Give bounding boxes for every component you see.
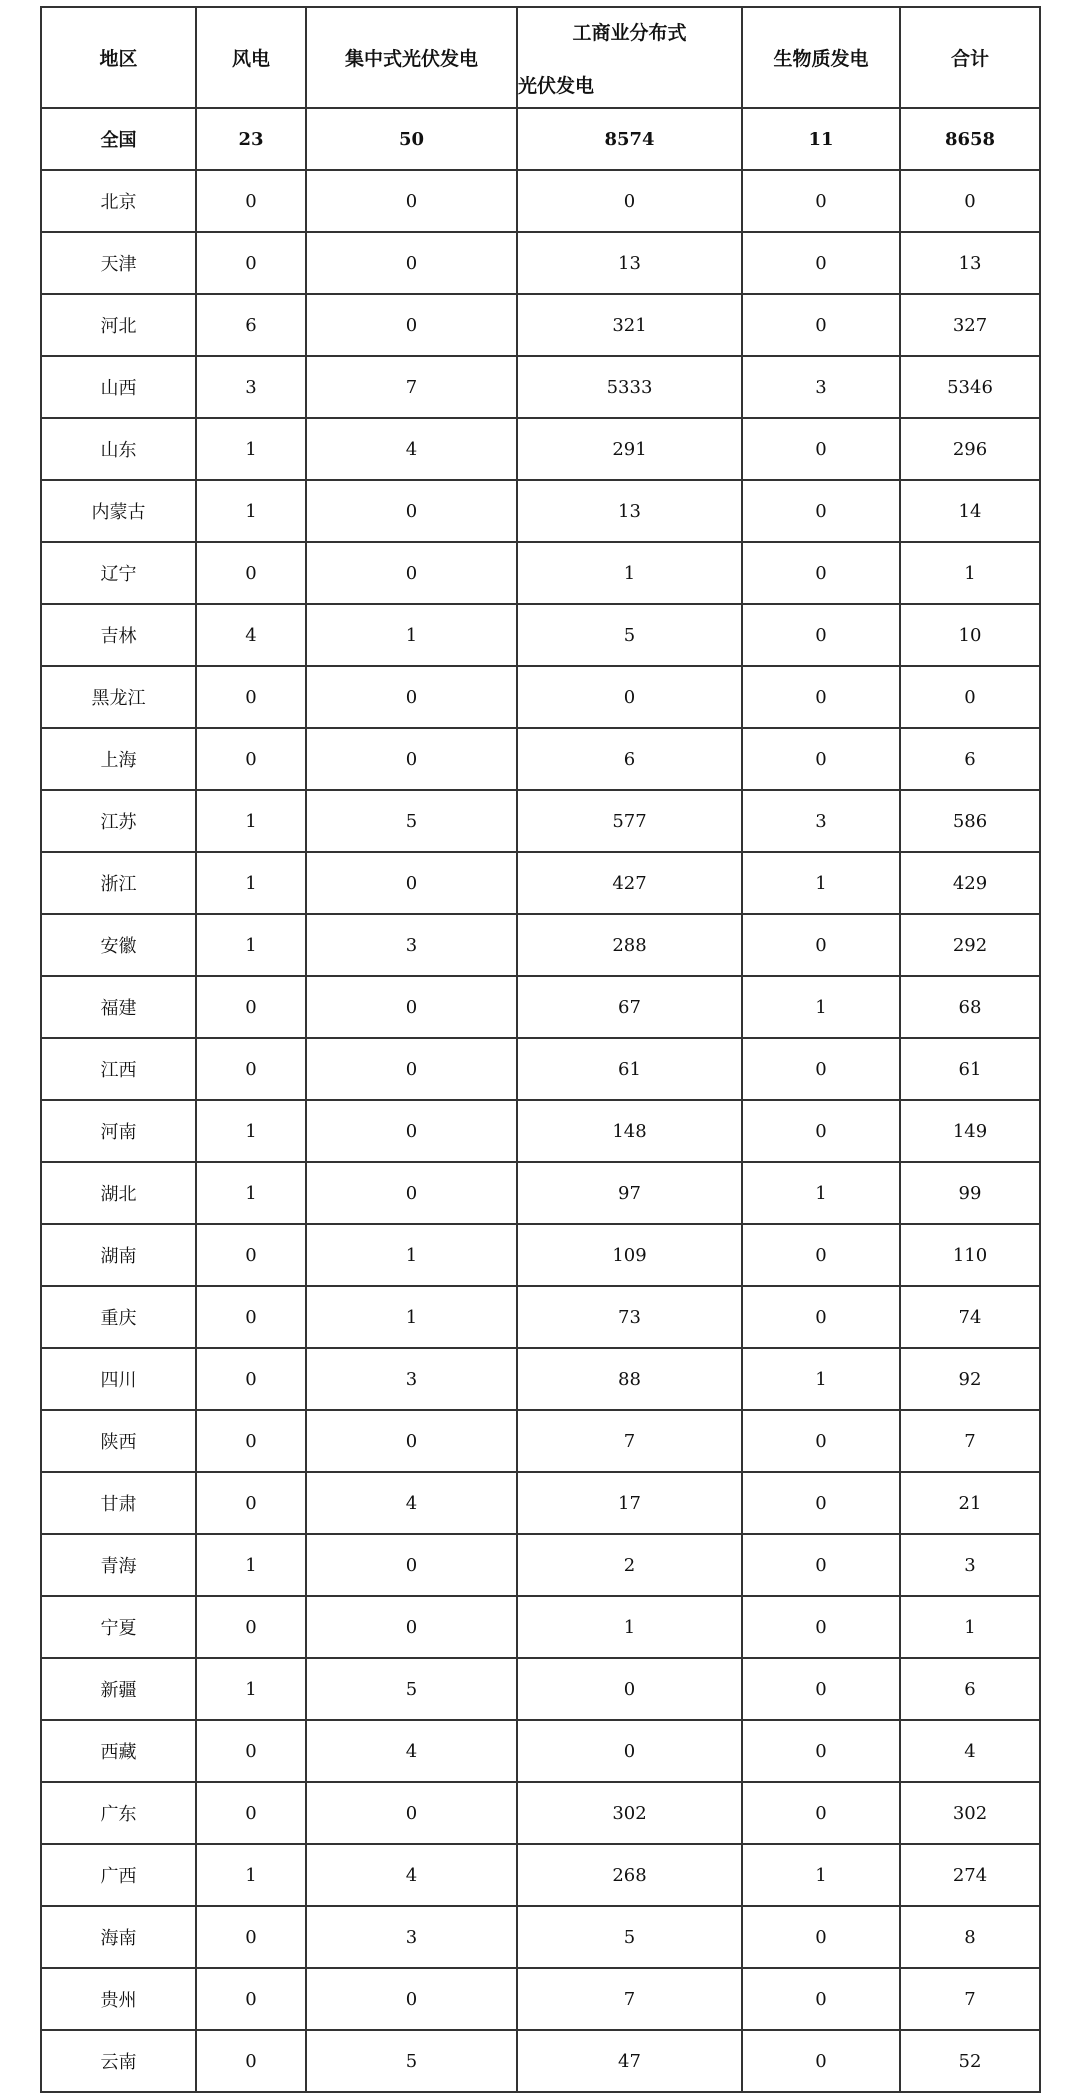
cell-wind: 1	[196, 418, 306, 480]
cell-wind: 23	[196, 108, 306, 170]
cell-region: 贵州	[41, 1968, 196, 2030]
table-row	[41, 480, 1040, 542]
cell-centralized-pv: 4	[306, 1844, 517, 1906]
cell-wind: 0	[196, 1720, 306, 1782]
table-row	[41, 1844, 1040, 1906]
cell-wind: 0	[196, 542, 306, 604]
cell-biomass: 0	[742, 1472, 900, 1534]
cell-distributed-pv: 5	[517, 1906, 742, 1968]
cell-wind: 0	[196, 1906, 306, 1968]
cell-distributed-pv: 47	[517, 2030, 742, 2092]
cell-centralized-pv: 0	[306, 1596, 517, 1658]
cell-distributed-pv: 109	[517, 1224, 742, 1286]
table-row	[41, 1224, 1040, 1286]
cell-total: 21	[900, 1472, 1040, 1534]
table-row	[41, 1038, 1040, 1100]
cell-region: 宁夏	[41, 1596, 196, 1658]
table-row	[41, 1286, 1040, 1348]
cell-centralized-pv: 0	[306, 1782, 517, 1844]
header-row	[41, 7, 1040, 108]
cell-region: 甘肃	[41, 1472, 196, 1534]
table-row	[41, 418, 1040, 480]
cell-distributed-pv: 0	[517, 666, 742, 728]
table-row	[41, 976, 1040, 1038]
cell-region: 新疆	[41, 1658, 196, 1720]
cell-centralized-pv: 5	[306, 1658, 517, 1720]
cell-distributed-pv: 13	[517, 480, 742, 542]
cell-wind: 3	[196, 356, 306, 418]
cell-total: 92	[900, 1348, 1040, 1410]
cell-centralized-pv: 0	[306, 294, 517, 356]
cell-distributed-pv: 88	[517, 1348, 742, 1410]
table-row	[41, 1534, 1040, 1596]
cell-wind: 0	[196, 1596, 306, 1658]
cell-biomass: 0	[742, 1596, 900, 1658]
header-region: 地区	[41, 7, 196, 108]
cell-wind: 1	[196, 1844, 306, 1906]
cell-region: 西藏	[41, 1720, 196, 1782]
cell-centralized-pv: 7	[306, 356, 517, 418]
cell-biomass: 3	[742, 356, 900, 418]
cell-total: 99	[900, 1162, 1040, 1224]
cell-wind: 0	[196, 1286, 306, 1348]
cell-total: 6	[900, 728, 1040, 790]
cell-biomass: 0	[742, 666, 900, 728]
cell-biomass: 0	[742, 2030, 900, 2092]
cell-centralized-pv: 0	[306, 542, 517, 604]
cell-centralized-pv: 50	[306, 108, 517, 170]
cell-wind: 0	[196, 1410, 306, 1472]
cell-distributed-pv: 5	[517, 604, 742, 666]
cell-total: 4	[900, 1720, 1040, 1782]
cell-total: 110	[900, 1224, 1040, 1286]
cell-centralized-pv: 5	[306, 2030, 517, 2092]
table-row	[41, 852, 1040, 914]
cell-centralized-pv: 0	[306, 1162, 517, 1224]
cell-region: 江苏	[41, 790, 196, 852]
cell-biomass: 0	[742, 294, 900, 356]
cell-region: 北京	[41, 170, 196, 232]
cell-region: 四川	[41, 1348, 196, 1410]
cell-wind: 0	[196, 232, 306, 294]
cell-centralized-pv: 0	[306, 728, 517, 790]
cell-distributed-pv: 148	[517, 1100, 742, 1162]
cell-biomass: 0	[742, 1968, 900, 2030]
cell-distributed-pv: 17	[517, 1472, 742, 1534]
cell-distributed-pv: 577	[517, 790, 742, 852]
cell-region: 重庆	[41, 1286, 196, 1348]
table-row	[41, 170, 1040, 232]
cell-centralized-pv: 0	[306, 852, 517, 914]
cell-biomass: 0	[742, 1038, 900, 1100]
cell-region: 湖北	[41, 1162, 196, 1224]
cell-biomass: 0	[742, 728, 900, 790]
table-row-national	[41, 108, 1040, 170]
cell-region: 河南	[41, 1100, 196, 1162]
cell-total: 149	[900, 1100, 1040, 1162]
cell-region: 内蒙古	[41, 480, 196, 542]
cell-biomass: 0	[742, 1100, 900, 1162]
cell-wind: 1	[196, 914, 306, 976]
cell-centralized-pv: 0	[306, 1038, 517, 1100]
cell-total: 61	[900, 1038, 1040, 1100]
cell-region: 湖南	[41, 1224, 196, 1286]
cell-biomass: 0	[742, 232, 900, 294]
cell-region: 山西	[41, 356, 196, 418]
cell-wind: 1	[196, 1100, 306, 1162]
cell-biomass: 11	[742, 108, 900, 170]
cell-distributed-pv: 268	[517, 1844, 742, 1906]
cell-wind: 0	[196, 2030, 306, 2092]
cell-biomass: 0	[742, 1906, 900, 1968]
cell-biomass: 1	[742, 1348, 900, 1410]
cell-biomass: 0	[742, 1534, 900, 1596]
cell-total: 13	[900, 232, 1040, 294]
cell-distributed-pv: 427	[517, 852, 742, 914]
cell-distributed-pv: 0	[517, 170, 742, 232]
table-row	[41, 294, 1040, 356]
cell-wind: 1	[196, 1658, 306, 1720]
cell-region: 青海	[41, 1534, 196, 1596]
cell-distributed-pv: 7	[517, 1410, 742, 1472]
cell-distributed-pv: 1	[517, 1596, 742, 1658]
cell-total: 6	[900, 1658, 1040, 1720]
cell-wind: 1	[196, 852, 306, 914]
cell-distributed-pv: 67	[517, 976, 742, 1038]
cell-total: 68	[900, 976, 1040, 1038]
cell-wind: 4	[196, 604, 306, 666]
cell-wind: 0	[196, 1472, 306, 1534]
table-row	[41, 1906, 1040, 1968]
cell-region: 上海	[41, 728, 196, 790]
cell-total: 5346	[900, 356, 1040, 418]
cell-region: 山东	[41, 418, 196, 480]
cell-total: 429	[900, 852, 1040, 914]
table-row	[41, 604, 1040, 666]
cell-total: 0	[900, 666, 1040, 728]
cell-distributed-pv: 6	[517, 728, 742, 790]
table-row	[41, 1782, 1040, 1844]
cell-region: 全国	[41, 108, 196, 170]
cell-centralized-pv: 4	[306, 1472, 517, 1534]
cell-wind: 1	[196, 480, 306, 542]
cell-region: 天津	[41, 232, 196, 294]
table-row	[41, 1472, 1040, 1534]
cell-centralized-pv: 1	[306, 604, 517, 666]
cell-region: 浙江	[41, 852, 196, 914]
table-row	[41, 914, 1040, 976]
cell-distributed-pv: 8574	[517, 108, 742, 170]
cell-biomass: 0	[742, 1410, 900, 1472]
table-row	[41, 790, 1040, 852]
region-project-table	[40, 6, 1041, 2093]
cell-region: 云南	[41, 2030, 196, 2092]
cell-biomass: 3	[742, 790, 900, 852]
table-row	[41, 1162, 1040, 1224]
cell-region: 海南	[41, 1906, 196, 1968]
cell-distributed-pv: 0	[517, 1658, 742, 1720]
header-total: 合计	[900, 7, 1040, 108]
cell-total: 586	[900, 790, 1040, 852]
header-distributed-pv-line2: 光伏发电	[518, 74, 595, 97]
table-row	[41, 1596, 1040, 1658]
cell-total: 274	[900, 1844, 1040, 1906]
cell-distributed-pv: 2	[517, 1534, 742, 1596]
cell-distributed-pv: 1	[517, 542, 742, 604]
cell-total: 8658	[900, 108, 1040, 170]
cell-total: 7	[900, 1968, 1040, 2030]
cell-wind: 6	[196, 294, 306, 356]
cell-total: 1	[900, 542, 1040, 604]
cell-total: 296	[900, 418, 1040, 480]
cell-distributed-pv: 291	[517, 418, 742, 480]
cell-total: 52	[900, 2030, 1040, 2092]
cell-biomass: 0	[742, 1720, 900, 1782]
cell-wind: 1	[196, 790, 306, 852]
cell-centralized-pv: 0	[306, 232, 517, 294]
table-row	[41, 232, 1040, 294]
cell-region: 黑龙江	[41, 666, 196, 728]
cell-region: 福建	[41, 976, 196, 1038]
cell-distributed-pv: 61	[517, 1038, 742, 1100]
cell-total: 10	[900, 604, 1040, 666]
cell-biomass: 0	[742, 604, 900, 666]
cell-centralized-pv: 0	[306, 480, 517, 542]
table-row	[41, 1658, 1040, 1720]
cell-region: 广西	[41, 1844, 196, 1906]
cell-centralized-pv: 0	[306, 1410, 517, 1472]
cell-centralized-pv: 4	[306, 418, 517, 480]
header-centralized-pv: 集中式光伏发电	[306, 7, 517, 108]
cell-total: 0	[900, 170, 1040, 232]
cell-distributed-pv: 73	[517, 1286, 742, 1348]
table-row	[41, 542, 1040, 604]
cell-wind: 0	[196, 1038, 306, 1100]
table-row	[41, 1100, 1040, 1162]
cell-centralized-pv: 4	[306, 1720, 517, 1782]
cell-distributed-pv: 7	[517, 1968, 742, 2030]
cell-total: 327	[900, 294, 1040, 356]
cell-total: 74	[900, 1286, 1040, 1348]
cell-wind: 0	[196, 976, 306, 1038]
table-row	[41, 666, 1040, 728]
cell-distributed-pv: 288	[517, 914, 742, 976]
cell-centralized-pv: 5	[306, 790, 517, 852]
cell-wind: 0	[196, 728, 306, 790]
cell-centralized-pv: 0	[306, 1100, 517, 1162]
table-row	[41, 728, 1040, 790]
cell-region: 陕西	[41, 1410, 196, 1472]
cell-total: 14	[900, 480, 1040, 542]
cell-wind: 0	[196, 1968, 306, 2030]
cell-centralized-pv: 3	[306, 1906, 517, 1968]
table-row	[41, 1968, 1040, 2030]
cell-centralized-pv: 0	[306, 1534, 517, 1596]
cell-centralized-pv: 3	[306, 914, 517, 976]
cell-wind: 0	[196, 1782, 306, 1844]
table-row	[41, 2030, 1040, 2092]
table-row	[41, 356, 1040, 418]
cell-total: 8	[900, 1906, 1040, 1968]
cell-biomass: 0	[742, 542, 900, 604]
cell-distributed-pv: 13	[517, 232, 742, 294]
cell-region: 江西	[41, 1038, 196, 1100]
cell-wind: 0	[196, 666, 306, 728]
header-distributed-pv	[517, 7, 742, 108]
cell-distributed-pv: 97	[517, 1162, 742, 1224]
cell-distributed-pv: 5333	[517, 356, 742, 418]
cell-biomass: 0	[742, 1286, 900, 1348]
header-distributed-pv-line1: 工商业分布式	[572, 21, 687, 44]
cell-total: 302	[900, 1782, 1040, 1844]
cell-wind: 1	[196, 1162, 306, 1224]
header-wind: 风电	[196, 7, 306, 108]
table-row	[41, 1410, 1040, 1472]
cell-region: 广东	[41, 1782, 196, 1844]
cell-biomass: 1	[742, 1844, 900, 1906]
cell-biomass: 1	[742, 976, 900, 1038]
cell-total: 3	[900, 1534, 1040, 1596]
cell-region: 吉林	[41, 604, 196, 666]
cell-wind: 1	[196, 1534, 306, 1596]
cell-biomass: 0	[742, 914, 900, 976]
cell-centralized-pv: 1	[306, 1286, 517, 1348]
cell-biomass: 0	[742, 1782, 900, 1844]
cell-wind: 0	[196, 1348, 306, 1410]
cell-region: 辽宁	[41, 542, 196, 604]
cell-centralized-pv: 1	[306, 1224, 517, 1286]
cell-wind: 0	[196, 1224, 306, 1286]
cell-centralized-pv: 3	[306, 1348, 517, 1410]
cell-biomass: 0	[742, 480, 900, 542]
cell-biomass: 1	[742, 1162, 900, 1224]
cell-wind: 0	[196, 170, 306, 232]
table-row	[41, 1720, 1040, 1782]
cell-centralized-pv: 0	[306, 666, 517, 728]
cell-total: 7	[900, 1410, 1040, 1472]
table-row	[41, 1348, 1040, 1410]
cell-region: 安徽	[41, 914, 196, 976]
cell-distributed-pv: 302	[517, 1782, 742, 1844]
cell-distributed-pv: 321	[517, 294, 742, 356]
cell-biomass: 0	[742, 170, 900, 232]
cell-total: 1	[900, 1596, 1040, 1658]
cell-region: 河北	[41, 294, 196, 356]
cell-biomass: 0	[742, 418, 900, 480]
header-biomass: 生物质发电	[742, 7, 900, 108]
cell-centralized-pv: 0	[306, 1968, 517, 2030]
cell-biomass: 1	[742, 852, 900, 914]
cell-centralized-pv: 0	[306, 170, 517, 232]
cell-biomass: 0	[742, 1658, 900, 1720]
cell-centralized-pv: 0	[306, 976, 517, 1038]
cell-biomass: 0	[742, 1224, 900, 1286]
cell-distributed-pv: 0	[517, 1720, 742, 1782]
cell-total: 292	[900, 914, 1040, 976]
